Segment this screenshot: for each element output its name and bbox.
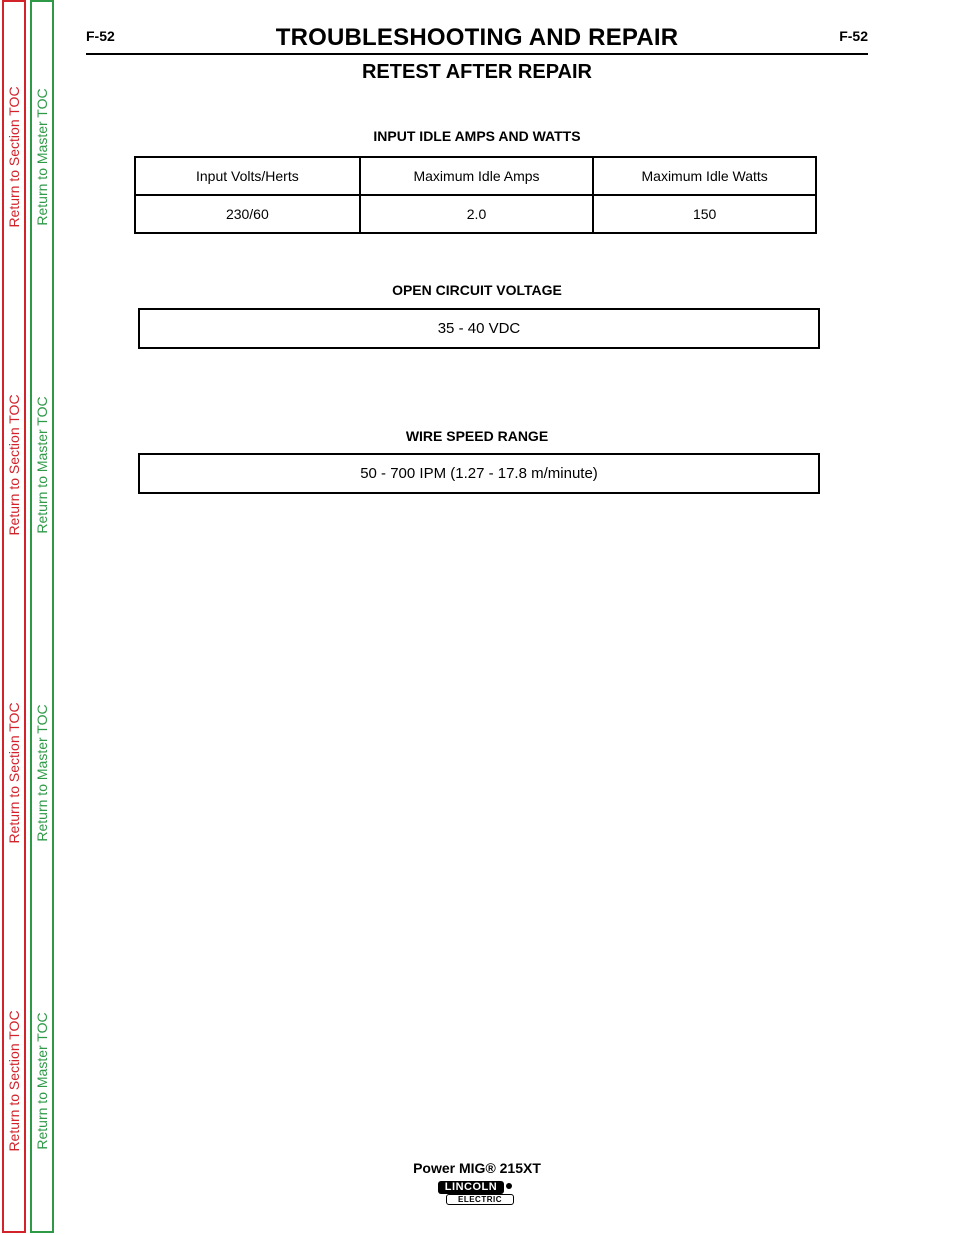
footer-model-name: Power MIG® 215XT	[413, 1160, 541, 1176]
ocv-heading: OPEN CIRCUIT VOLTAGE	[392, 282, 562, 298]
return-to-master-toc-link[interactable]: Return to Master TOC	[34, 704, 50, 842]
return-to-master-toc-link[interactable]: Return to Master TOC	[34, 396, 50, 534]
idle-heading: INPUT IDLE AMPS AND WATTS	[373, 128, 581, 144]
wire-speed-value-box	[138, 453, 820, 494]
table-header-row	[135, 157, 816, 195]
page-number-left: F-52	[86, 28, 115, 44]
return-to-master-toc-link[interactable]: Return to Master TOC	[34, 1012, 50, 1150]
return-to-section-toc-link[interactable]: Return to Section TOC	[6, 1010, 22, 1152]
return-to-section-toc-link[interactable]: Return to Section TOC	[6, 702, 22, 844]
wire-speed-value: 50 - 700 IPM (1.27 - 17.8 m/minute)	[360, 465, 598, 482]
page-title: TROUBLESHOOTING AND REPAIR	[275, 24, 679, 51]
table-cell: 150	[593, 195, 816, 233]
registered-mark-icon	[506, 1183, 512, 1189]
lincoln-electric-logo	[438, 1181, 518, 1207]
ocv-value: 35 - 40 VDC	[437, 320, 521, 337]
logo-top-text: LINCOLN	[438, 1181, 504, 1194]
section-toc-bar	[2, 0, 26, 1233]
ocv-value-box	[138, 308, 820, 349]
table-cell: 2.0	[360, 195, 594, 233]
column-header: Maximum Idle Watts	[593, 157, 816, 195]
page-number-right: F-52	[839, 28, 868, 44]
wire-speed-heading: WIRE SPEED RANGE	[405, 428, 549, 444]
table-row	[135, 195, 816, 233]
column-header: Maximum Idle Amps	[360, 157, 594, 195]
table-cell: 230/60	[135, 195, 360, 233]
column-header: Input Volts/Herts	[135, 157, 360, 195]
master-toc-bar	[30, 0, 54, 1233]
section-title: RETEST AFTER REPAIR	[361, 61, 592, 83]
return-to-section-toc-link[interactable]: Return to Section TOC	[6, 394, 22, 536]
idle-table	[134, 156, 817, 234]
return-to-section-toc-link[interactable]: Return to Section TOC	[6, 86, 22, 228]
logo-bottom-text: ELECTRIC	[446, 1194, 514, 1205]
header-divider	[86, 53, 868, 55]
return-to-master-toc-link[interactable]: Return to Master TOC	[34, 88, 50, 226]
